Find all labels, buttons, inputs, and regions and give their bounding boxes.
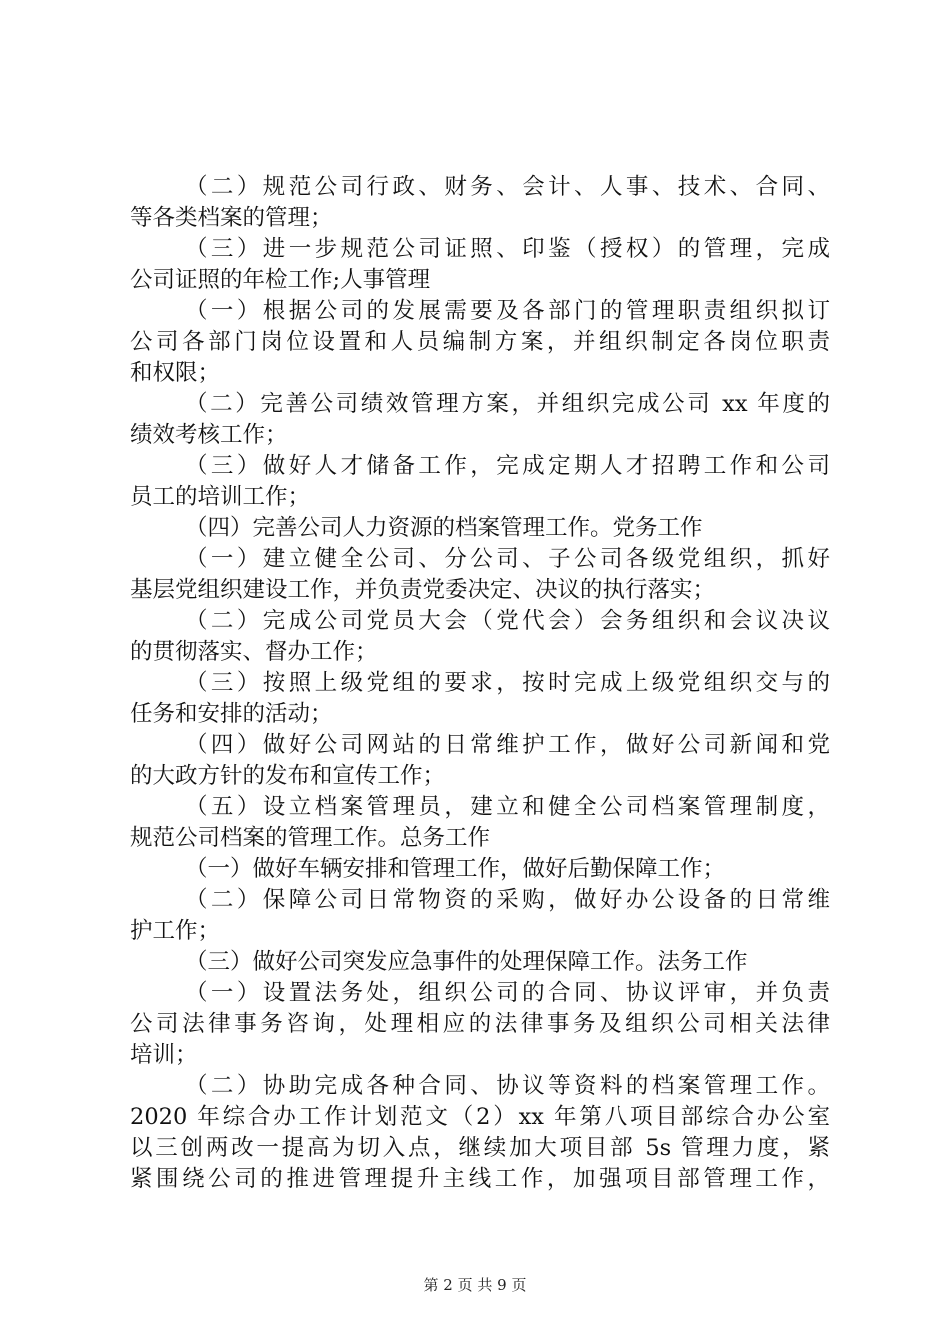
text-line: 绩效考核工作； bbox=[130, 422, 288, 448]
page-footer: 第 2 页 共 9 页 bbox=[423, 1276, 527, 1294]
text-line: （一）根据公司的发展需要及各部门的管理职责组织拟订 bbox=[185, 298, 830, 324]
text-line: 的大政方针的发布和宣传工作； bbox=[130, 763, 446, 789]
text-line: 和权限； bbox=[130, 360, 221, 386]
text-line: 公司法律事务咨询，处理相应的法律事务及组织公司相关法律 bbox=[130, 1011, 830, 1037]
text-line: 基层党组织建设工作，并负责党委决定、决议的执行落实； bbox=[130, 577, 716, 603]
text-line: 2020 年综合办工作计划范文（2）xx 年第八项目部综合办公室 bbox=[130, 1104, 830, 1130]
text-line: 公司证照的年检工作;人事管理 bbox=[130, 267, 431, 293]
text-line: （一）设置法务处，组织公司的合同、协议评审，并负责 bbox=[185, 980, 830, 1006]
text-line: 紧围绕公司的推进管理提升主线工作，加强项目部管理工作， bbox=[130, 1166, 830, 1192]
text-line: （二）规范公司行政、财务、会计、人事、技术、合同、 bbox=[185, 174, 830, 200]
text-line: 公司各部门岗位设置和人员编制方案，并组织制定各岗位职责 bbox=[130, 329, 830, 355]
text-line: （四）完善公司人力资源的档案管理工作。党务工作 bbox=[185, 515, 703, 541]
text-line: 培训； bbox=[130, 1042, 198, 1068]
text-line: 员工的培训工作； bbox=[130, 484, 311, 510]
text-line: （一）建立健全公司、分公司、子公司各级党组织，抓好 bbox=[185, 546, 830, 572]
text-line: （三）按照上级党组的要求，按时完成上级党组织交与的 bbox=[185, 670, 830, 696]
text-line: （四）做好公司网站的日常维护工作，做好公司新闻和党 bbox=[185, 732, 830, 758]
text-line: （一）做好车辆安排和管理工作，做好后勤保障工作； bbox=[185, 856, 726, 882]
text-line: （五）设立档案管理员，建立和健全公司档案管理制度， bbox=[185, 794, 830, 820]
text-line: （三）做好人才储备工作，完成定期人才招聘工作和公司 bbox=[185, 453, 830, 479]
text-line: （三）进一步规范公司证照、印鉴（授权）的管理，完成 bbox=[185, 236, 830, 262]
text-line: 任务和安排的活动； bbox=[130, 701, 333, 727]
text-line: 护工作； bbox=[130, 918, 221, 944]
text-line: （二）协助完成各种合同、协议等资料的档案管理工作。 bbox=[185, 1073, 830, 1099]
text-line: （二）完成公司党员大会（党代会）会务组织和会议决议 bbox=[185, 608, 830, 634]
text-line: 规范公司档案的管理工作。总务工作 bbox=[130, 825, 491, 851]
document-body bbox=[130, 172, 830, 1195]
text-line: 等各类档案的管理； bbox=[130, 205, 333, 231]
text-line: 的贯彻落实、督办工作； bbox=[130, 639, 378, 665]
text-line: （二）完善公司绩效管理方案，并组织完成公司 xx 年度的 bbox=[185, 391, 830, 417]
text-line: （三）做好公司突发应急事件的处理保障工作。法务工作 bbox=[185, 949, 748, 975]
text-line: （二）保障公司日常物资的采购，做好办公设备的日常维 bbox=[185, 887, 830, 913]
text-line: 以三创两改一提高为切入点，继续加大项目部 5s 管理力度，紧 bbox=[130, 1135, 830, 1161]
